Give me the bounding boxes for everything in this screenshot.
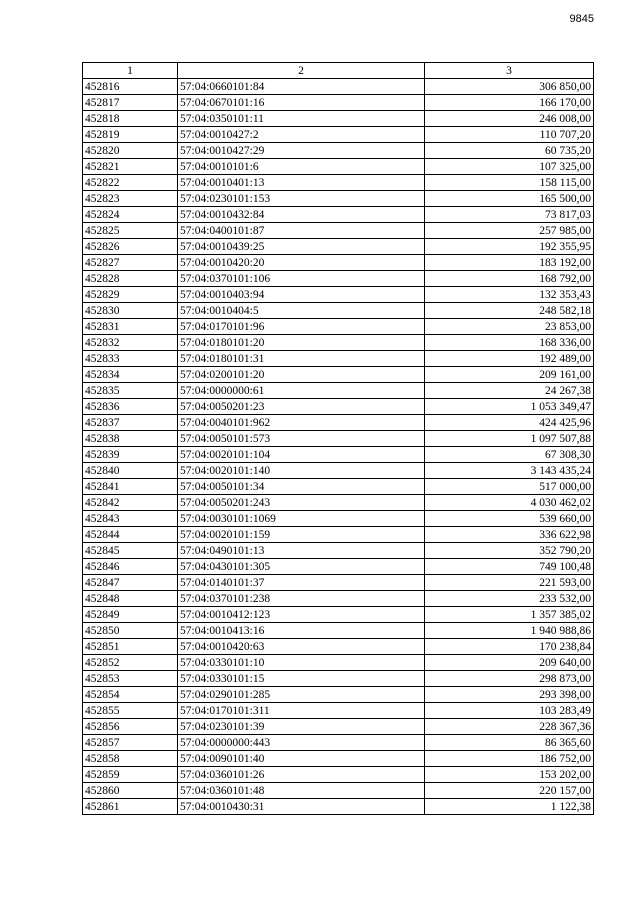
value-cell: 183 192,00 [425,255,594,271]
cadastral-number-cell: 57:04:0660101:84 [178,79,425,95]
row-number-cell: 452841 [83,479,178,495]
table-row [83,351,594,367]
value-cell: 293 398,00 [425,687,594,703]
table-row [83,143,594,159]
row-number-cell: 452853 [83,671,178,687]
value-cell: 168 792,00 [425,271,594,287]
value-cell: 165 500,00 [425,191,594,207]
table-row [83,479,594,495]
cadastral-number-cell: 57:04:0010427:29 [178,143,425,159]
value-cell: 298 873,00 [425,671,594,687]
row-number-cell: 452828 [83,271,178,287]
table-row [83,287,594,303]
cadastral-number-cell: 57:04:0010404:5 [178,303,425,319]
cadastral-number-cell: 57:04:0010413:16 [178,623,425,639]
value-cell: 107 325,00 [425,159,594,175]
table-row [83,207,594,223]
value-cell: 86 365,60 [425,735,594,751]
row-number-cell: 452832 [83,335,178,351]
cadastral-number-cell: 57:04:0010427:2 [178,127,425,143]
row-number-cell: 452819 [83,127,178,143]
row-number-cell: 452859 [83,767,178,783]
value-cell: 3 143 435,24 [425,463,594,479]
table-header [83,63,594,79]
value-cell: 209 640,00 [425,655,594,671]
table-row [83,415,594,431]
row-number-cell: 452852 [83,655,178,671]
cadastral-number-cell: 57:04:0020101:159 [178,527,425,543]
cadastral-number-cell: 57:04:0010403:94 [178,287,425,303]
row-number-cell: 452827 [83,255,178,271]
cadastral-number-cell: 57:04:0000000:61 [178,383,425,399]
table-row [83,175,594,191]
row-number-cell: 452844 [83,527,178,543]
row-number-cell: 452825 [83,223,178,239]
row-number-cell: 452855 [83,703,178,719]
column-header-3: 3 [425,63,594,79]
row-number-cell: 452854 [83,687,178,703]
cadastral-number-cell: 57:04:0010401:13 [178,175,425,191]
row-number-cell: 452833 [83,351,178,367]
cadastral-number-cell: 57:04:0330101:10 [178,655,425,671]
table-row [83,751,594,767]
value-cell: 158 115,00 [425,175,594,191]
row-number-cell: 452817 [83,95,178,111]
table-row [83,431,594,447]
row-number-cell: 452850 [83,623,178,639]
row-number-cell: 452858 [83,751,178,767]
row-number-cell: 452818 [83,111,178,127]
value-cell: 336 622,98 [425,527,594,543]
cadastral-number-cell: 57:04:0010430:31 [178,799,425,815]
table-body [83,79,594,815]
value-cell: 248 582,18 [425,303,594,319]
row-number-cell: 452847 [83,575,178,591]
table-row [83,767,594,783]
cadastral-number-cell: 57:04:0490101:13 [178,543,425,559]
cadastral-number-cell: 57:04:0360101:48 [178,783,425,799]
row-number-cell: 452831 [83,319,178,335]
table-row [83,303,594,319]
table-row [83,463,594,479]
table-row [83,639,594,655]
cadastral-number-cell: 57:04:0010420:20 [178,255,425,271]
value-cell: 228 367,36 [425,719,594,735]
row-number-cell: 452839 [83,447,178,463]
table-row [83,383,594,399]
table-row [83,239,594,255]
header-row [83,63,594,79]
row-number-cell: 452830 [83,303,178,319]
table-row [83,159,594,175]
row-number-cell: 452851 [83,639,178,655]
table-row [83,591,594,607]
value-cell: 103 283,49 [425,703,594,719]
table-row [83,255,594,271]
cadastral-number-cell: 57:04:0400101:87 [178,223,425,239]
row-number-cell: 452823 [83,191,178,207]
cadastral-number-cell: 57:04:0290101:285 [178,687,425,703]
value-cell: 517 000,00 [425,479,594,495]
cadastral-number-cell: 57:04:0030101:1069 [178,511,425,527]
value-cell: 170 238,84 [425,639,594,655]
cadastral-number-cell: 57:04:0200101:20 [178,367,425,383]
cadastral-number-cell: 57:04:0010439:25 [178,239,425,255]
table-row [83,719,594,735]
row-number-cell: 452843 [83,511,178,527]
row-number-cell: 452816 [83,79,178,95]
cadastral-number-cell: 57:04:0010432:84 [178,207,425,223]
cadastral-number-cell: 57:04:0170101:311 [178,703,425,719]
value-cell: 4 030 462,02 [425,495,594,511]
table-row [83,511,594,527]
value-cell: 192 489,00 [425,351,594,367]
table-row [83,447,594,463]
cadastral-number-cell: 57:04:0230101:153 [178,191,425,207]
row-number-cell: 452824 [83,207,178,223]
row-number-cell: 452820 [83,143,178,159]
register-table [82,62,594,815]
table-row [83,79,594,95]
table-row [83,191,594,207]
cadastral-number-cell: 57:04:0230101:39 [178,719,425,735]
value-cell: 1 097 507,88 [425,431,594,447]
value-cell: 73 817,03 [425,207,594,223]
row-number-cell: 452826 [83,239,178,255]
table-row [83,735,594,751]
cadastral-number-cell: 57:04:0090101:40 [178,751,425,767]
row-number-cell: 452848 [83,591,178,607]
value-cell: 749 100,48 [425,559,594,575]
cadastral-number-cell: 57:04:0050201:243 [178,495,425,511]
value-cell: 306 850,00 [425,79,594,95]
cadastral-number-cell: 57:04:0140101:37 [178,575,425,591]
table-row [83,111,594,127]
cadastral-number-cell: 57:04:0330101:15 [178,671,425,687]
table-row [83,127,594,143]
value-cell: 352 790,20 [425,543,594,559]
row-number-cell: 452821 [83,159,178,175]
table-row [83,559,594,575]
cadastral-number-cell: 57:04:0000000:443 [178,735,425,751]
table-row [83,271,594,287]
cadastral-number-cell: 57:04:0050101:573 [178,431,425,447]
table-row [83,399,594,415]
cadastral-number-cell: 57:04:0010101:6 [178,159,425,175]
value-cell: 1 122,38 [425,799,594,815]
cadastral-number-cell: 57:04:0370101:238 [178,591,425,607]
table-row [83,799,594,815]
row-number-cell: 452840 [83,463,178,479]
table-row [83,335,594,351]
value-cell: 220 157,00 [425,783,594,799]
table-row [83,495,594,511]
cadastral-number-cell: 57:04:0360101:26 [178,767,425,783]
table-row [83,783,594,799]
row-number-cell: 452842 [83,495,178,511]
row-number-cell: 452837 [83,415,178,431]
row-number-cell: 452860 [83,783,178,799]
cadastral-number-cell: 57:04:0370101:106 [178,271,425,287]
row-number-cell: 452836 [83,399,178,415]
value-cell: 168 336,00 [425,335,594,351]
cadastral-number-cell: 57:04:0050101:34 [178,479,425,495]
cadastral-number-cell: 57:04:0670101:16 [178,95,425,111]
value-cell: 23 853,00 [425,319,594,335]
value-cell: 166 170,00 [425,95,594,111]
table-row [83,703,594,719]
table-row [83,223,594,239]
row-number-cell: 452846 [83,559,178,575]
cadastral-number-cell: 57:04:0170101:96 [178,319,425,335]
row-number-cell: 452829 [83,287,178,303]
table-row [83,527,594,543]
cadastral-number-cell: 57:04:0050201:23 [178,399,425,415]
value-cell: 110 707,20 [425,127,594,143]
cadastral-number-cell: 57:04:0040101:962 [178,415,425,431]
cadastral-number-cell: 57:04:0020101:104 [178,447,425,463]
cadastral-number-cell: 57:04:0020101:140 [178,463,425,479]
row-number-cell: 452856 [83,719,178,735]
value-cell: 539 660,00 [425,511,594,527]
value-cell: 67 308,30 [425,447,594,463]
value-cell: 233 532,00 [425,591,594,607]
row-number-cell: 452822 [83,175,178,191]
value-cell: 221 593,00 [425,575,594,591]
cadastral-number-cell: 57:04:0180101:31 [178,351,425,367]
column-header-2: 2 [178,63,425,79]
row-number-cell: 452857 [83,735,178,751]
table-row [83,623,594,639]
value-cell: 60 735,20 [425,143,594,159]
column-header-1: 1 [83,63,178,79]
table-row [83,607,594,623]
value-cell: 1 940 988,86 [425,623,594,639]
row-number-cell: 452845 [83,543,178,559]
value-cell: 424 425,96 [425,415,594,431]
cadastral-number-cell: 57:04:0010412:123 [178,607,425,623]
value-cell: 24 267,38 [425,383,594,399]
value-cell: 257 985,00 [425,223,594,239]
row-number-cell: 452838 [83,431,178,447]
row-number-cell: 452834 [83,367,178,383]
cadastral-number-cell: 57:04:0010420:63 [178,639,425,655]
table-row [83,575,594,591]
value-cell: 192 355,95 [425,239,594,255]
row-number-cell: 452861 [83,799,178,815]
table-row [83,655,594,671]
table-row [83,543,594,559]
cadastral-number-cell: 57:04:0350101:11 [178,111,425,127]
value-cell: 1 357 385,02 [425,607,594,623]
value-cell: 246 008,00 [425,111,594,127]
value-cell: 1 053 349,47 [425,399,594,415]
value-cell: 153 202,00 [425,767,594,783]
page-number: 9845 [569,13,594,25]
cadastral-number-cell: 57:04:0430101:305 [178,559,425,575]
table-row [83,95,594,111]
table-row [83,367,594,383]
row-number-cell: 452835 [83,383,178,399]
table-row [83,319,594,335]
value-cell: 186 752,00 [425,751,594,767]
value-cell: 209 161,00 [425,367,594,383]
value-cell: 132 353,43 [425,287,594,303]
row-number-cell: 452849 [83,607,178,623]
cadastral-number-cell: 57:04:0180101:20 [178,335,425,351]
table-row [83,671,594,687]
table-row [83,687,594,703]
